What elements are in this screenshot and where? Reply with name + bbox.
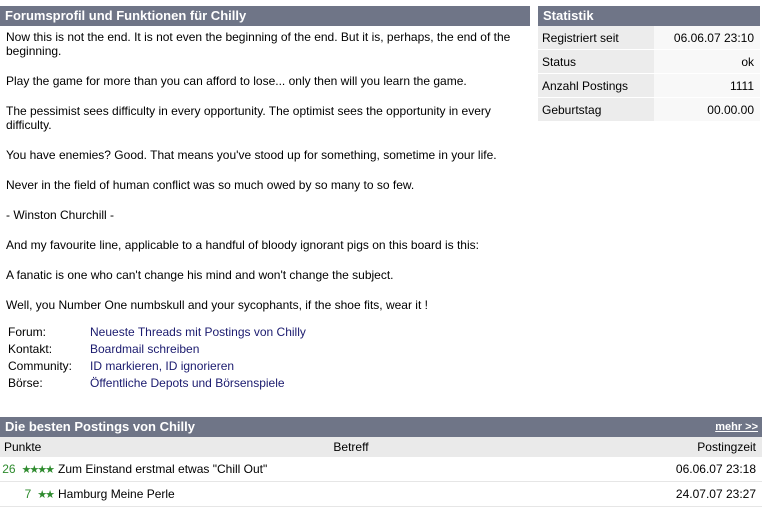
community-label: Community:	[8, 359, 73, 373]
kontakt-row	[8, 341, 306, 358]
rating-stars-icon: ★★★★	[21, 464, 53, 476]
posting-link[interactable]: Hamburg Meine Perle	[58, 487, 175, 501]
table-row	[0, 482, 762, 507]
stats-row	[538, 50, 760, 74]
table-row	[0, 457, 762, 482]
bio-paragraph: A fanatic is one who can't change his mind and won't change the subject.	[6, 268, 394, 282]
bio-paragraph: Never in the field of human conflict was so much owed by so many to so few.	[6, 178, 415, 192]
depots-link[interactable]: Öffentliche Depots und Börsenspiele	[90, 376, 285, 390]
forum-threads-link[interactable]: Neueste Threads mit Postings von Chilly	[90, 325, 306, 339]
rating-stars-icon: ★★	[37, 489, 53, 501]
best-postings-table	[0, 437, 762, 507]
posting-link[interactable]: Zum Einstand erstmal etwas "Chill Out"	[58, 462, 268, 476]
time-cell: 06.06.07 23:18	[645, 457, 762, 482]
bio-paragraph: - Winston Churchill -	[6, 208, 115, 222]
profile-header: Forumsprofil und Funktionen für Chilly	[0, 6, 530, 26]
id-ignorieren-link[interactable]: ID ignorieren	[165, 359, 235, 373]
stats-row	[538, 74, 760, 98]
boerse-label: Börse:	[8, 376, 43, 390]
stats-row	[538, 26, 760, 50]
boerse-row	[8, 375, 306, 392]
points-cell	[0, 457, 57, 482]
stats-value: 06.06.07 23:10	[654, 26, 760, 50]
points-value: 7	[24, 487, 32, 501]
bio-paragraph: You have enemies? Good. That means you've stood up for something, sometime in your life.	[6, 148, 497, 162]
bio-paragraph: Well, you Number One numbskull and your sycophants, if the shoe fits, wear it !	[6, 298, 428, 312]
boardmail-link[interactable]: Boardmail schreiben	[90, 342, 200, 356]
time-cell: 24.07.07 23:27	[645, 482, 762, 507]
points-cell	[0, 482, 57, 507]
bio-paragraph: Play the game for more than you can afford to lose... only then will you learn the game.	[6, 74, 467, 88]
stats-label: Anzahl Postings	[538, 74, 654, 98]
stats-value: ok	[654, 50, 760, 74]
profile-bio	[0, 26, 530, 312]
profile-links	[8, 324, 306, 392]
stats-header: Statistik	[538, 6, 760, 26]
stats-label: Geburtstag	[538, 98, 654, 122]
community-row	[8, 358, 306, 375]
id-markieren-link[interactable]: ID markieren	[90, 359, 159, 373]
subject-cell	[57, 482, 645, 507]
stats-label: Status	[538, 50, 654, 74]
col-subject-header: Betreff	[57, 437, 645, 457]
more-link[interactable]: mehr >>	[715, 421, 758, 433]
bio-paragraph: And my favourite line, applicable to a handful of bloody ignorant pigs on this board is this:	[6, 238, 479, 252]
subject-cell	[57, 457, 645, 482]
stats-table	[538, 26, 760, 122]
stats-label: Registriert seit	[538, 26, 654, 50]
profile-panel	[0, 6, 530, 392]
points-value: 26	[2, 462, 16, 476]
bio-paragraph: The pessimist sees difficulty in every opportunity. The optimist sees the opportunity in every difficulty.	[6, 104, 491, 132]
stats-panel	[538, 6, 760, 122]
stats-value: 00.00.00	[654, 98, 760, 122]
best-postings-title: Die besten Postings von Chilly	[5, 419, 195, 434]
stats-value: 1111	[654, 74, 760, 98]
kontakt-label: Kontakt:	[8, 342, 53, 356]
bio-paragraph: Now this is not the end. It is not even the beginning of the end. But it is, perhaps, the end of the beginning.	[6, 30, 511, 58]
community-separator: ,	[158, 359, 166, 373]
best-postings-panel	[0, 417, 762, 507]
forum-label: Forum:	[8, 325, 47, 339]
table-header-row	[0, 437, 762, 457]
forum-row	[8, 324, 306, 341]
col-points-header: Punkte	[0, 437, 57, 457]
best-postings-header	[0, 417, 762, 437]
col-time-header: Postingzeit	[645, 437, 762, 457]
stats-row	[538, 98, 760, 122]
